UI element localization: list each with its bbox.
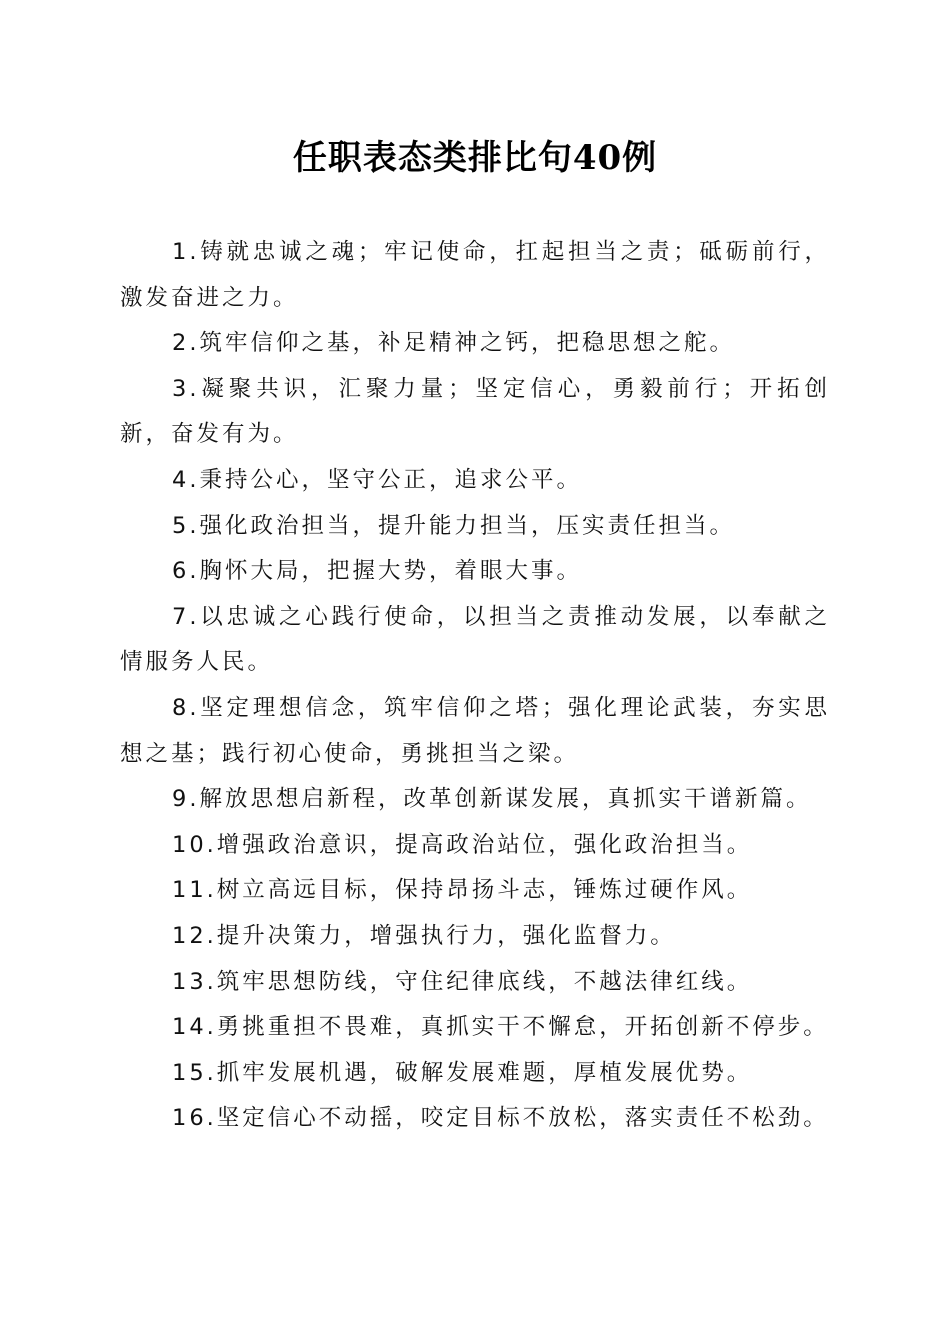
list-item: 6.胸怀大局，把握大势，着眼大事。 bbox=[172, 558, 582, 585]
list-item: 4.秉持公心，坚守公正，追求公平。 bbox=[172, 466, 582, 493]
list-item: 12.提升决策力，增强执行力，强化监督力。 bbox=[172, 922, 676, 949]
list-item: 1.铸就忠诚之魂；牢记使命，扛起担当之责；砥砺前行，激发奋进之力。 bbox=[120, 239, 830, 311]
list-item: 3.凝聚共识，汇聚力量；坚定信心，勇毅前行；开拓创新，奋发有为。 bbox=[120, 375, 830, 448]
list-item: 14.勇挑重担不畏难，真抓实干不懈怠，开拓创新不停步。 bbox=[172, 1014, 829, 1041]
list-item: 5.强化政治担当，提升能力担当，压实责任担当。 bbox=[172, 512, 735, 539]
list-item: 10.增强政治意识，提高政治站位，强化政治担当。 bbox=[172, 831, 753, 858]
list-item: 13.筑牢思想防线，守住纪律底线，不越法律红线。 bbox=[172, 968, 753, 995]
document-title: 任职表态类排比句40例 bbox=[292, 138, 658, 178]
list-item: 2.筑牢信仰之基，补足精神之钙，把稳思想之舵。 bbox=[172, 330, 735, 357]
list-item: 8.坚定理想信念，筑牢信仰之塔；强化理论武装，夯实思想之基；践行初心使命，勇挑担当之梁。 bbox=[120, 694, 830, 767]
list-item: 7.以忠诚之心践行使命，以担当之责推动发展，以奉献之情服务人民。 bbox=[120, 603, 830, 676]
list-item: 15.抓牢发展机遇，破解发展难题，厚植发展优势。 bbox=[172, 1059, 753, 1086]
list-item: 16.坚定信心不动摇，咬定目标不放松，落实责任不松劲。 bbox=[172, 1105, 829, 1132]
list-item: 9.解放思想启新程，改革创新谋发展，真抓实干谱新篇。 bbox=[172, 786, 812, 813]
document-body bbox=[120, 230, 830, 1142]
list-item: 11.树立高远目标，保持昂扬斗志，锤炼过硬作风。 bbox=[172, 877, 753, 904]
